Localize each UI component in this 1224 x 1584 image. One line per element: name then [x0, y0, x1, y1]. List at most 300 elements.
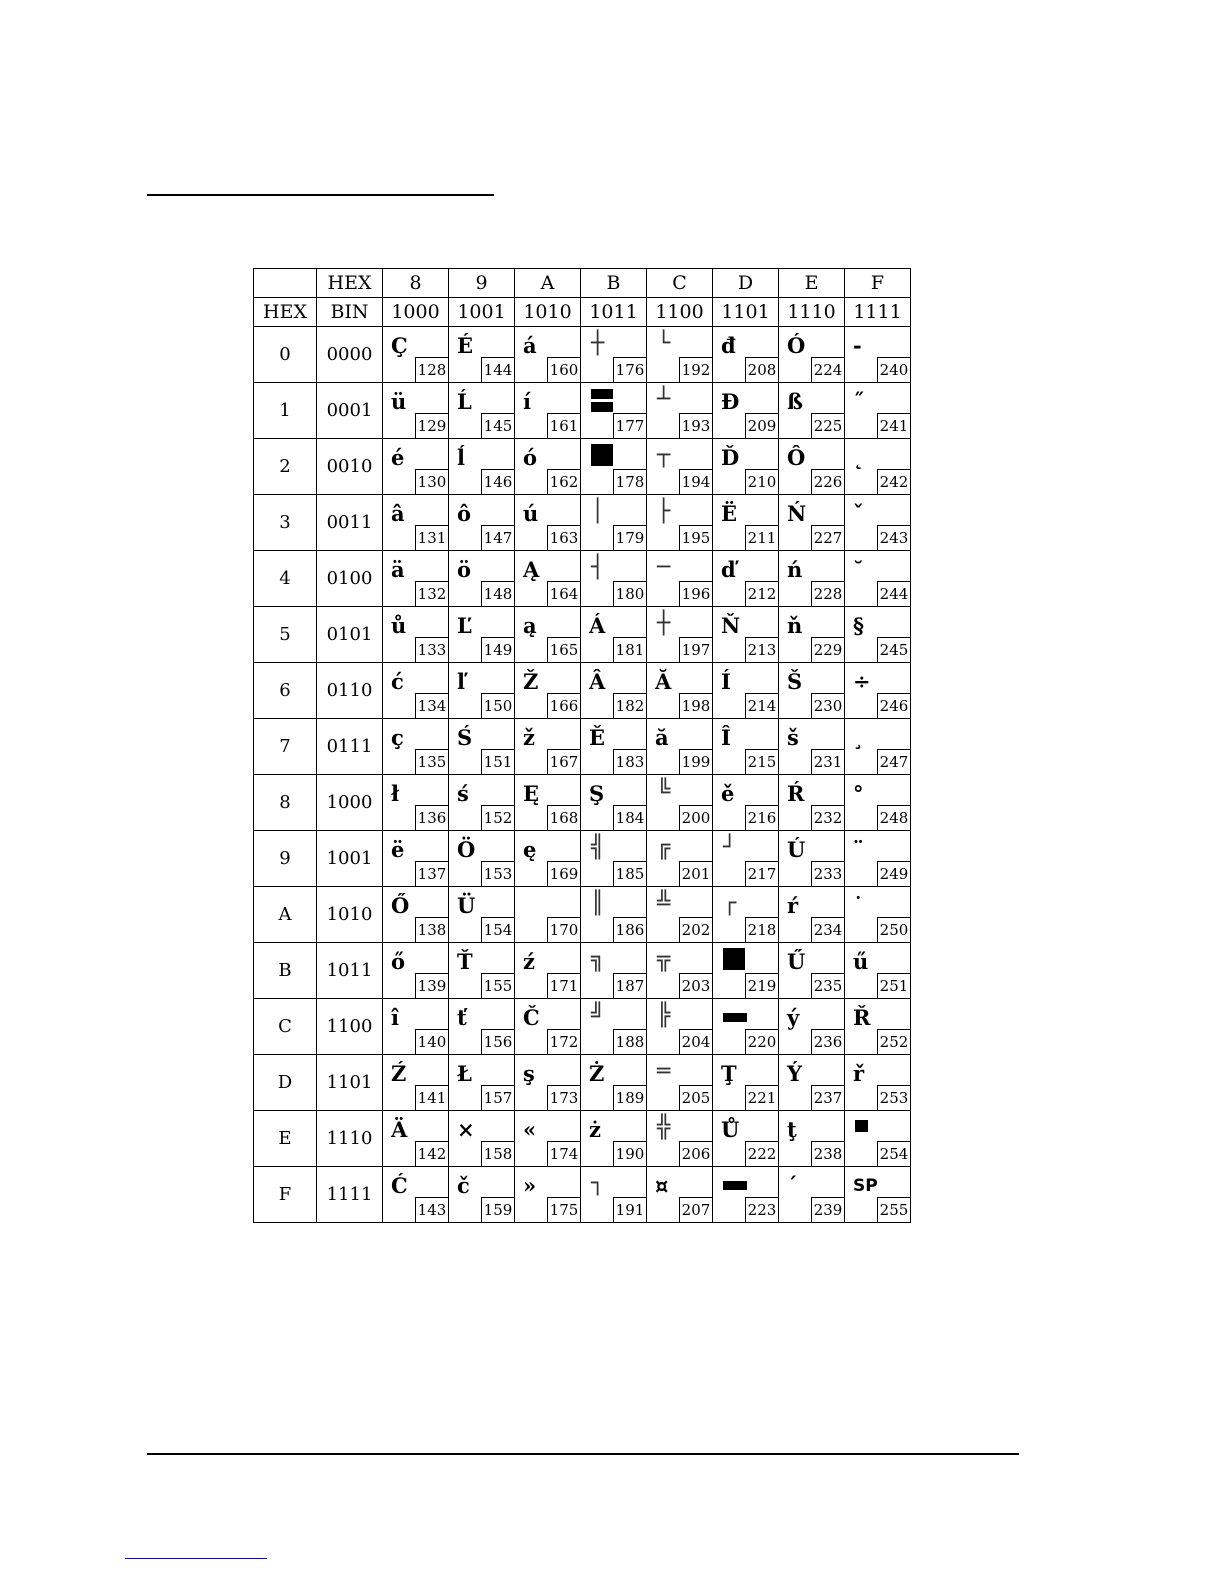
box-drawing-glyph: ┌	[723, 891, 737, 916]
decimal-code: 249	[877, 861, 910, 886]
char-cell	[449, 719, 515, 775]
header-row-hex	[254, 269, 911, 298]
decimal-code: 165	[547, 637, 580, 662]
char-cell	[383, 775, 449, 831]
character-glyph: §	[853, 613, 864, 638]
decimal-code: 212	[745, 581, 778, 606]
header-hex-label: HEX	[317, 269, 383, 298]
decimal-code: 167	[547, 749, 580, 774]
table-row	[254, 551, 911, 607]
box-drawing-glyph: ├	[657, 499, 671, 524]
character-glyph: ×	[457, 1117, 475, 1142]
char-cell	[845, 1111, 911, 1167]
char-cell	[515, 831, 581, 887]
character-glyph: Ŕ	[787, 781, 805, 806]
char-cell	[383, 999, 449, 1055]
char-cell	[647, 1167, 713, 1223]
decimal-code: 195	[679, 525, 712, 550]
row-hex: 5	[254, 607, 317, 663]
char-cell	[845, 439, 911, 495]
char-cell	[779, 719, 845, 775]
decimal-code: 155	[481, 973, 514, 998]
decimal-code: 254	[877, 1141, 910, 1166]
char-cell	[845, 495, 911, 551]
char-cell	[647, 1055, 713, 1111]
character-glyph: Ů	[721, 1117, 740, 1142]
char-cell	[647, 831, 713, 887]
character-glyph: č	[457, 1173, 470, 1198]
char-cell	[515, 439, 581, 495]
character-glyph: Ë	[721, 501, 738, 526]
row-bin: 0111	[317, 719, 383, 775]
column-bin-b: 1011	[581, 298, 647, 327]
row-bin: 1000	[317, 775, 383, 831]
character-glyph: ň	[787, 613, 803, 638]
decimal-code: 181	[613, 637, 646, 662]
decimal-code: 182	[613, 693, 646, 718]
character-glyph: Ő	[391, 893, 410, 918]
character-glyph: Ä	[391, 1117, 408, 1142]
character-glyph: Ţ	[721, 1061, 737, 1086]
character-glyph: ˇ	[853, 501, 864, 526]
decimal-code: 128	[415, 357, 448, 382]
row-bin: 0110	[317, 663, 383, 719]
char-cell	[845, 1055, 911, 1111]
decimal-code: 156	[481, 1029, 514, 1054]
decimal-code: 150	[481, 693, 514, 718]
char-cell	[449, 1111, 515, 1167]
character-glyph: Ľ	[457, 613, 472, 638]
decimal-code: 201	[679, 861, 712, 886]
box-drawing-glyph: ║	[591, 891, 605, 916]
char-cell	[515, 1167, 581, 1223]
character-glyph: ˝	[853, 389, 864, 414]
decimal-code: 244	[877, 581, 910, 606]
char-cell	[647, 383, 713, 439]
character-glyph: ˙	[853, 893, 864, 918]
table-row	[254, 831, 911, 887]
character-glyph: Â	[589, 669, 606, 694]
char-cell	[713, 607, 779, 663]
column-hex-9: 9	[449, 269, 515, 298]
char-cell	[515, 943, 581, 999]
char-cell	[383, 719, 449, 775]
table-row	[254, 663, 911, 719]
char-cell	[383, 1167, 449, 1223]
decimal-code: 246	[877, 693, 910, 718]
character-glyph: š	[787, 725, 799, 750]
character-glyph: ŕ	[787, 893, 799, 918]
char-cell	[515, 663, 581, 719]
box-drawing-glyph: ╠	[657, 1003, 671, 1028]
char-cell	[449, 775, 515, 831]
decimal-code: 180	[613, 581, 646, 606]
char-cell	[845, 887, 911, 943]
decimal-code: 135	[415, 749, 448, 774]
char-cell	[449, 383, 515, 439]
decimal-code: 188	[613, 1029, 646, 1054]
character-glyph: â	[391, 501, 405, 526]
char-cell	[647, 999, 713, 1055]
block-glyph	[723, 1181, 747, 1190]
column-hex-f: F	[845, 269, 911, 298]
char-cell	[845, 1167, 911, 1223]
decimal-code: 214	[745, 693, 778, 718]
character-glyph: ß	[787, 389, 803, 414]
decimal-code: 186	[613, 917, 646, 942]
decimal-code: 251	[877, 973, 910, 998]
char-cell	[713, 495, 779, 551]
char-cell	[581, 719, 647, 775]
character-glyph: ü	[391, 389, 407, 414]
decimal-code: 166	[547, 693, 580, 718]
character-glyph: ł	[391, 781, 400, 806]
char-cell	[449, 327, 515, 383]
decimal-code: 169	[547, 861, 580, 886]
row-bin: 0000	[317, 327, 383, 383]
decimal-code: 209	[745, 413, 778, 438]
char-cell	[713, 999, 779, 1055]
character-glyph: Í	[721, 669, 731, 694]
character-glyph: ¤	[655, 1173, 669, 1198]
decimal-code: 162	[547, 469, 580, 494]
character-glyph: ů	[391, 613, 407, 638]
char-cell	[779, 439, 845, 495]
char-cell	[581, 439, 647, 495]
decimal-code: 255	[877, 1197, 910, 1222]
character-glyph: ˛	[853, 445, 864, 470]
row-hex: B	[254, 943, 317, 999]
row-hex: A	[254, 887, 317, 943]
row-hex: 6	[254, 663, 317, 719]
table-row	[254, 775, 911, 831]
character-glyph: ž	[523, 725, 535, 750]
char-cell	[713, 1167, 779, 1223]
decimal-code: 198	[679, 693, 712, 718]
character-glyph: Ę	[523, 781, 540, 806]
char-cell	[647, 551, 713, 607]
row-bin: 1010	[317, 887, 383, 943]
column-hex-b: B	[581, 269, 647, 298]
box-drawing-glyph: ╝	[591, 1003, 605, 1028]
character-glyph: í	[523, 389, 531, 414]
header-bin-label: BIN	[317, 298, 383, 327]
character-glyph: Ž	[523, 669, 539, 694]
decimal-code: 233	[811, 861, 844, 886]
character-glyph: ¨	[853, 837, 864, 862]
column-bin-9: 1001	[449, 298, 515, 327]
row-hex: C	[254, 999, 317, 1055]
character-glyph: Ű	[787, 949, 806, 974]
decimal-code: 240	[877, 357, 910, 382]
decimal-code: 173	[547, 1085, 580, 1110]
character-glyph: Ť	[457, 949, 473, 974]
char-cell	[449, 1167, 515, 1223]
character-glyph: Ě	[589, 725, 606, 750]
column-bin-d: 1101	[713, 298, 779, 327]
character-glyph: î	[391, 1005, 399, 1030]
decimal-code: 227	[811, 525, 844, 550]
char-cell	[779, 607, 845, 663]
decimal-code: 148	[481, 581, 514, 606]
char-cell	[449, 495, 515, 551]
box-drawing-glyph: ┼	[657, 611, 671, 636]
decimal-code: 177	[613, 413, 646, 438]
char-cell	[581, 607, 647, 663]
decimal-code: 147	[481, 525, 514, 550]
decimal-code: 203	[679, 973, 712, 998]
column-bin-f: 1111	[845, 298, 911, 327]
row-hex: 0	[254, 327, 317, 383]
block-glyph	[723, 948, 745, 970]
decimal-code: 213	[745, 637, 778, 662]
decimal-code: 228	[811, 581, 844, 606]
decimal-code: 234	[811, 917, 844, 942]
character-glyph: á	[523, 333, 537, 358]
block-glyph	[591, 402, 613, 412]
character-glyph: Ś	[457, 725, 473, 750]
decimal-code: 197	[679, 637, 712, 662]
decimal-code: 247	[877, 749, 910, 774]
char-cell	[779, 831, 845, 887]
row-bin: 1001	[317, 831, 383, 887]
character-glyph: ä	[391, 557, 405, 582]
character-glyph: ö	[457, 557, 472, 582]
decimal-code: 149	[481, 637, 514, 662]
character-glyph: Ň	[721, 613, 741, 638]
decimal-code: 221	[745, 1085, 778, 1110]
decimal-code: 192	[679, 357, 712, 382]
char-cell	[581, 495, 647, 551]
block-glyph	[855, 1120, 868, 1132]
character-glyph: Č	[523, 1005, 540, 1030]
row-hex: F	[254, 1167, 317, 1223]
row-hex: E	[254, 1111, 317, 1167]
decimal-code: 175	[547, 1197, 580, 1222]
decimal-code: 232	[811, 805, 844, 830]
character-glyph: ¸	[853, 725, 864, 750]
column-bin-a: 1010	[515, 298, 581, 327]
character-glyph: Ł	[457, 1061, 472, 1086]
char-cell	[779, 775, 845, 831]
decimal-code: 218	[745, 917, 778, 942]
char-cell	[713, 775, 779, 831]
box-drawing-glyph: ┴	[657, 387, 671, 412]
decimal-code: 206	[679, 1141, 712, 1166]
char-cell	[713, 1111, 779, 1167]
column-hex-d: D	[713, 269, 779, 298]
decimal-code: 241	[877, 413, 910, 438]
character-glyph: ó	[523, 445, 538, 470]
character-glyph: ú	[523, 501, 539, 526]
character-glyph: SP	[853, 1176, 878, 1196]
decimal-code: 153	[481, 861, 514, 886]
row-hex: 7	[254, 719, 317, 775]
row-hex: 2	[254, 439, 317, 495]
decimal-code: 134	[415, 693, 448, 718]
row-bin: 1100	[317, 999, 383, 1055]
decimal-code: 158	[481, 1141, 514, 1166]
char-cell	[647, 327, 713, 383]
char-cell	[713, 439, 779, 495]
column-hex-a: A	[515, 269, 581, 298]
char-cell	[647, 943, 713, 999]
table-row	[254, 495, 911, 551]
row-bin: 0001	[317, 383, 383, 439]
decimal-code: 164	[547, 581, 580, 606]
character-glyph: ź	[523, 949, 535, 974]
character-glyph: É	[457, 333, 474, 358]
char-cell	[383, 495, 449, 551]
decimal-code: 204	[679, 1029, 712, 1054]
character-glyph: ć	[391, 669, 404, 694]
char-cell	[383, 887, 449, 943]
decimal-code: 185	[613, 861, 646, 886]
char-cell	[713, 1055, 779, 1111]
row-hex: 1	[254, 383, 317, 439]
character-glyph: Đ	[721, 389, 740, 414]
decimal-code: 189	[613, 1085, 646, 1110]
char-cell	[581, 1055, 647, 1111]
char-cell	[845, 831, 911, 887]
char-cell	[515, 775, 581, 831]
decimal-code: 205	[679, 1085, 712, 1110]
decimal-code: 216	[745, 805, 778, 830]
box-drawing-glyph: ═	[657, 1059, 671, 1084]
char-cell	[515, 383, 581, 439]
decimal-code: 193	[679, 413, 712, 438]
character-glyph: -	[853, 333, 862, 358]
decimal-code: 178	[613, 469, 646, 494]
char-cell	[581, 1167, 647, 1223]
char-cell	[515, 327, 581, 383]
char-cell	[713, 831, 779, 887]
character-glyph: Ń	[787, 501, 807, 526]
decimal-code: 208	[745, 357, 778, 382]
char-cell	[449, 831, 515, 887]
decimal-code: 235	[811, 973, 844, 998]
character-glyph: Ú	[787, 837, 806, 862]
decimal-code: 229	[811, 637, 844, 662]
character-glyph: »	[523, 1173, 537, 1198]
decimal-code: 210	[745, 469, 778, 494]
table-row	[254, 383, 911, 439]
decimal-code: 139	[415, 973, 448, 998]
char-cell	[581, 327, 647, 383]
decimal-code: 248	[877, 805, 910, 830]
character-glyph: ű	[853, 949, 869, 974]
char-cell	[779, 495, 845, 551]
decimal-code: 161	[547, 413, 580, 438]
char-cell	[515, 1055, 581, 1111]
top-rule	[147, 194, 494, 196]
character-glyph: ą	[523, 613, 537, 638]
table-row	[254, 719, 911, 775]
character-glyph: ř	[853, 1061, 865, 1086]
character-glyph: ő	[391, 949, 406, 974]
decimal-code: 217	[745, 861, 778, 886]
decimal-code: 191	[613, 1197, 646, 1222]
decimal-code: 194	[679, 469, 712, 494]
decimal-code: 190	[613, 1141, 646, 1166]
decimal-code: 219	[745, 973, 778, 998]
table-row	[254, 887, 911, 943]
character-glyph: Ą	[523, 557, 540, 582]
decimal-code: 187	[613, 973, 646, 998]
row-bin: 1110	[317, 1111, 383, 1167]
decimal-code: 129	[415, 413, 448, 438]
block-glyph	[591, 389, 613, 399]
table-row	[254, 439, 911, 495]
character-glyph: Ó	[787, 333, 806, 358]
decimal-code: 151	[481, 749, 514, 774]
row-bin: 0100	[317, 551, 383, 607]
row-hex: 3	[254, 495, 317, 551]
char-cell	[383, 831, 449, 887]
character-glyph: ô	[457, 501, 472, 526]
character-glyph: đ	[721, 333, 736, 358]
char-cell	[383, 439, 449, 495]
decimal-code: 220	[745, 1029, 778, 1054]
decimal-code: 211	[745, 525, 778, 550]
decimal-code: 230	[811, 693, 844, 718]
decimal-code: 143	[415, 1197, 448, 1222]
char-cell	[845, 551, 911, 607]
char-cell	[713, 887, 779, 943]
box-drawing-glyph: │	[591, 499, 605, 524]
decimal-code: 215	[745, 749, 778, 774]
char-cell	[449, 439, 515, 495]
decimal-code: 199	[679, 749, 712, 774]
decimal-code: 163	[547, 525, 580, 550]
decimal-code: 170	[547, 917, 580, 942]
decimal-code: 179	[613, 525, 646, 550]
box-drawing-glyph: ┐	[591, 1171, 605, 1196]
char-cell	[581, 831, 647, 887]
char-cell	[779, 383, 845, 439]
column-hex-c: C	[647, 269, 713, 298]
character-glyph: ÷	[853, 669, 871, 694]
decimal-code: 142	[415, 1141, 448, 1166]
character-glyph: Ü	[457, 893, 476, 918]
decimal-code: 207	[679, 1197, 712, 1222]
row-hex: 9	[254, 831, 317, 887]
box-drawing-glyph: ╩	[657, 891, 671, 916]
row-hex: 8	[254, 775, 317, 831]
decimal-code: 171	[547, 973, 580, 998]
char-cell	[449, 943, 515, 999]
char-cell	[845, 999, 911, 1055]
char-cell	[581, 943, 647, 999]
decimal-code: 172	[547, 1029, 580, 1054]
character-glyph: ę	[523, 837, 537, 862]
char-cell	[515, 887, 581, 943]
character-glyph: é	[391, 445, 405, 470]
decimal-code: 196	[679, 581, 712, 606]
decimal-code: 226	[811, 469, 844, 494]
row-bin: 1011	[317, 943, 383, 999]
char-cell	[383, 607, 449, 663]
column-bin-c: 1100	[647, 298, 713, 327]
decimal-code: 131	[415, 525, 448, 550]
box-drawing-glyph: ╣	[591, 835, 605, 860]
character-glyph: Ş	[589, 781, 605, 806]
character-glyph: Š	[787, 669, 803, 694]
char-cell	[713, 327, 779, 383]
decimal-code: 141	[415, 1085, 448, 1110]
char-cell	[383, 943, 449, 999]
character-glyph: Ă	[655, 669, 672, 694]
